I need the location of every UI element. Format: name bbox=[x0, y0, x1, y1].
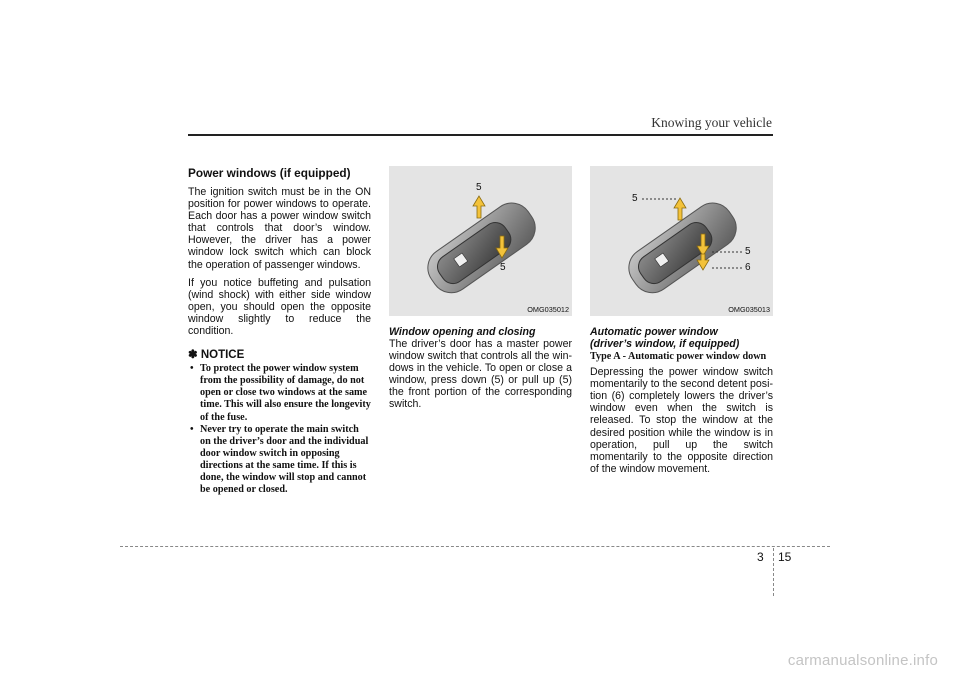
figure-code: OMG035012 bbox=[527, 305, 569, 314]
notice-item: • Never try to operate the main switch on the driver’s door and the individual door window switch in opposing directions at the same time. If this is done, the window will stop and cannot be opened or closed. bbox=[188, 424, 371, 497]
window-switch-drawing bbox=[590, 166, 773, 316]
window-opening-body: The driver’s door has a master power window switch that controls all the windows in the vehicle. To open or close a window, press down (5) or pull up (5) the front portion of the corresponding switch. bbox=[389, 338, 572, 411]
type-a-heading: Type A - Automatic power window down bbox=[590, 351, 767, 362]
callout-label: 5 bbox=[500, 262, 506, 273]
up-arrow-icon bbox=[473, 196, 485, 218]
figure-code: OMG035013 bbox=[728, 305, 770, 314]
switch-illustration bbox=[389, 166, 572, 316]
subsection-title: Automatic power window bbox=[590, 326, 718, 338]
chapter-number: 3 bbox=[757, 550, 764, 564]
subsection-subtitle: (driver’s window, if equipped) bbox=[590, 338, 740, 350]
footer-rule bbox=[120, 546, 830, 547]
callout-label: 5 bbox=[745, 246, 751, 257]
notice-item: • To protect the power window system from the possibility of damage, do not open or close two windows at the same time. This will also ensure the longevity of the fuse. bbox=[188, 363, 371, 423]
switch-illustration bbox=[590, 166, 773, 316]
up-arrow-icon bbox=[674, 198, 686, 220]
callout-label: 6 bbox=[745, 262, 751, 273]
buffeting-paragraph: If you notice buffeting and pulsation (wind shock) with either side window open, you should open the opposite window slightly to reduce the condition. bbox=[188, 276, 371, 338]
callout-label: 5 bbox=[476, 182, 482, 193]
notice-heading: ✽ NOTICE bbox=[188, 349, 245, 362]
header-rule bbox=[188, 134, 773, 136]
watermark: carmanualsonline.info bbox=[787, 652, 938, 669]
column-window-opening bbox=[389, 166, 572, 417]
subsection-title: Window opening and closing bbox=[389, 326, 536, 338]
page-number-divider bbox=[773, 548, 774, 596]
column-power-windows bbox=[188, 166, 371, 496]
callout-label: 5 bbox=[632, 193, 638, 204]
notice-list bbox=[188, 363, 371, 496]
page-header-title: Knowing your vehicle bbox=[651, 115, 772, 130]
intro-paragraph: The ignition switch must be in the ON position for power windows to operate. Each door has a power window switch that controls that door’s window. However, the driver has a power window lock switch which can block the operation of passenger windows. bbox=[188, 186, 371, 271]
automatic-window-body: Depressing the power window switch momentarily to the second detent position (6) completely lowers the driver’s window even when the switch is released. To stop the window at the desired position while the window is in operation, pull up the switch momentarily to the opposite direction of the window movement. bbox=[590, 366, 773, 475]
column-automatic-window bbox=[590, 166, 773, 481]
page-number: 15 bbox=[778, 550, 792, 564]
section-title: Power windows (if equipped) bbox=[188, 166, 351, 180]
